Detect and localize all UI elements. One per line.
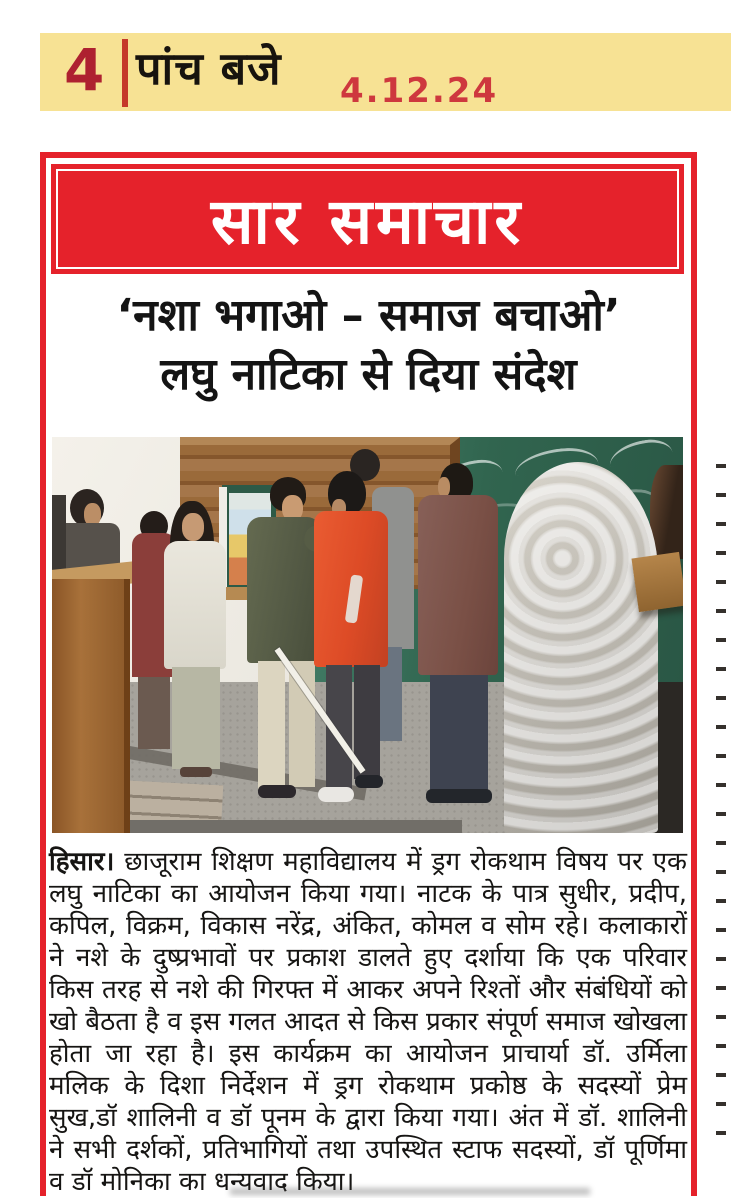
edition-date: 4.12.24 [340,71,499,111]
masthead-title: पांच बजे [136,42,282,95]
page-number: 4 [64,36,105,104]
article-photo [52,437,683,833]
actor-maroon-face [438,477,450,497]
veiled-audience-member [504,462,658,833]
section-banner [51,164,684,274]
actress-scarf-face [182,513,204,541]
article-headline [46,286,691,404]
actress-scarf-feet [180,767,212,777]
actor-olive-shoe [258,785,296,798]
actor-orange-shoe [355,775,383,788]
article-body-text: छाजूराम शिक्षण महाविद्यालय में ड्रग रोकथाम विषय पर एक लघु नाटिका का आयोजन किया गया। नाटक के पात्र सुधीर, प्रदीप, कपिल, विक्रम, विकास नरेंद्र, अंकित, कोमल व सोम रहे। कलाकारों ने नशे के दुष्प्रभावों पर प्रकाश डालते हुए दर्शाया कि एक परिवार किस तरह से नशे की गिरफ्त में आकर अपने रिश्तों और संबंधियों को खो बैठता है व इस गलत आदत से किस प्रकार संपूर्ण समाज खोखला होता जा रहा है। इस कार्यक्रम का आयोजन प्राचार्या डॉ. उर्मिला मलिक के दिशा निर्देशन में ड्रग रोकथाम प्रकोष्ठ के सदस्यों प्रेम सुख,डॉ शालिनी व डॉ पूनम के द्वारा किया गया। अंत में डॉ. शालिनी ने सभी दर्शकों, प्रतिभागियों तथा उपस्थित स्टाफ सदस्यों, डॉ पूर्णिमा व डॉ मोनिका का धन्यवाद किया। [49,847,687,1197]
cropped-next-line-fragment [230,1188,590,1195]
dateline: हिसार। [49,847,115,877]
headline-line-2: लघु नाटिका से दिया संदेश [160,349,577,400]
actress-scarf-shawl [164,541,226,669]
actor-maroon-shoes [426,789,492,803]
article-box [40,152,697,1196]
actor-maroon-pants [430,675,488,795]
actor-maroon-shirt [418,495,498,675]
actress-scarf-pants [172,667,220,769]
article-body [49,846,687,1198]
masthead-divider [122,39,128,107]
wooden-box [631,552,683,612]
actor-olive-pant-left [258,661,285,789]
adjacent-column-text-fragments [716,464,726,1156]
section-banner-title: सार समाचार [210,184,525,258]
podium [52,579,130,833]
actress-maroon-legs [138,677,170,749]
headline-line-1: ‘नशा भगाओ – समाज बचाओ’ [116,290,621,341]
actor-orange-sneaker [318,787,354,802]
masthead-band [40,33,731,111]
